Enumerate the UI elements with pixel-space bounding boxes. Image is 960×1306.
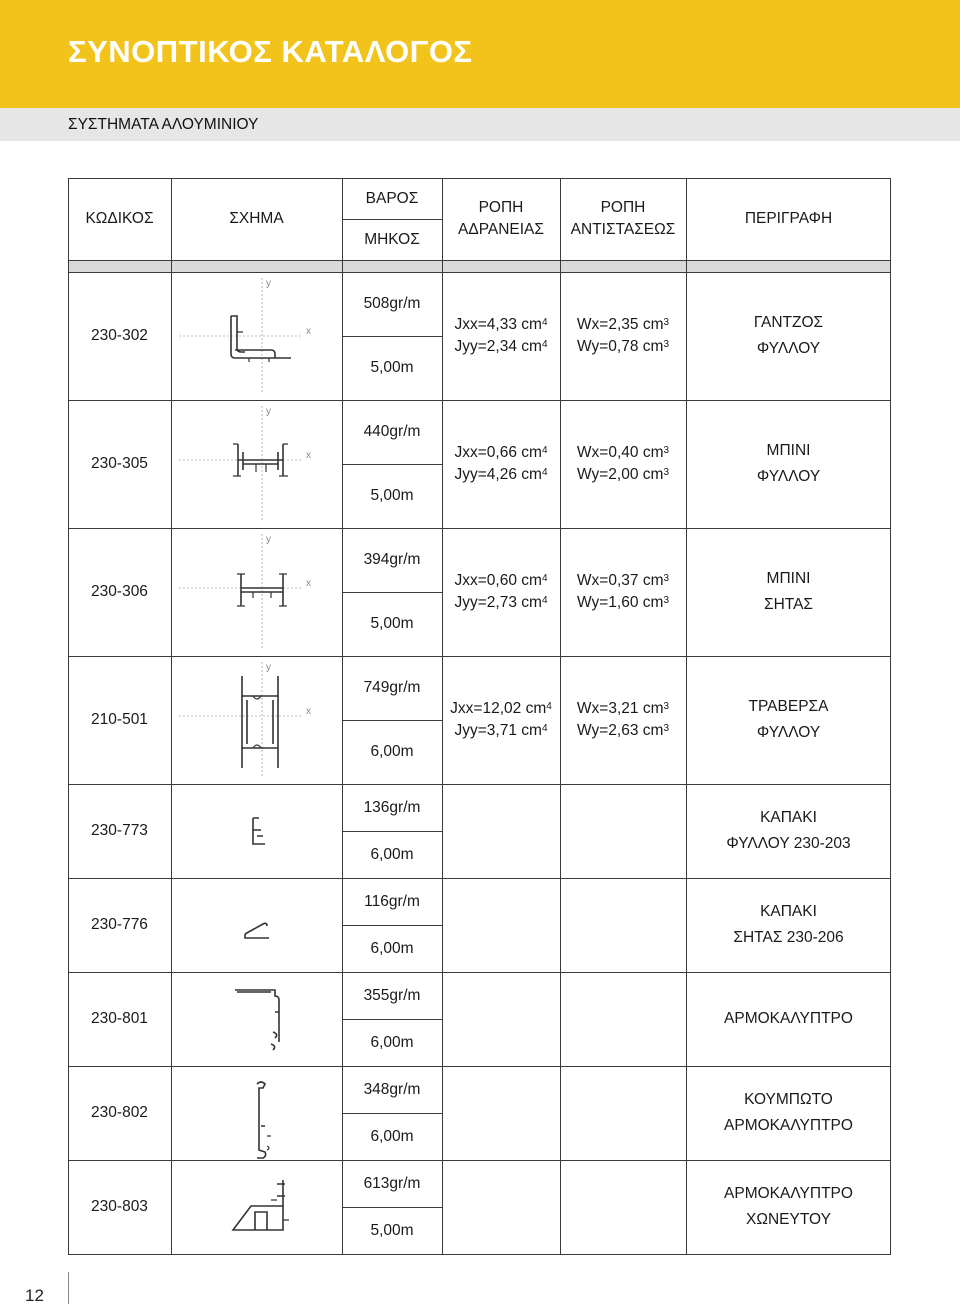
- unit-text: cm: [642, 572, 664, 589]
- row-code: [68, 784, 171, 878]
- length-value: 6,00m: [370, 1033, 414, 1051]
- value-text: Wx=0,37: [576, 572, 639, 589]
- description-line1: ΜΠΙΝΙ: [766, 442, 811, 459]
- profile-detail: [267, 1136, 271, 1150]
- row-inertia: [442, 400, 560, 528]
- text-line: [764, 566, 813, 592]
- weight-length-split: [342, 720, 442, 721]
- text-block: [749, 694, 829, 746]
- unit-text: cm: [642, 700, 664, 717]
- text-line: [571, 219, 676, 241]
- unit-text: cm: [642, 316, 664, 333]
- value-text: Jxx=12,02: [450, 700, 522, 717]
- unit-text: cm: [521, 594, 542, 611]
- description-line1: ΚΑΠΑΚΙ: [760, 903, 817, 920]
- row-description: [686, 878, 891, 972]
- unit-text: cm: [521, 722, 542, 739]
- text-line: [571, 197, 676, 219]
- exponent: 3: [663, 317, 670, 328]
- profile-230-305-icon: [171, 400, 342, 528]
- row-weight: [342, 400, 442, 464]
- exponent: 4: [541, 573, 548, 584]
- page-title: ΣΥΝΟΠΤΙΚΟΣ ΚΑΤΑΛΟΓΟΣ: [68, 34, 473, 69]
- row-length: [342, 592, 442, 656]
- row-length: [342, 464, 442, 528]
- exponent: 4: [541, 339, 548, 350]
- profile-230-776-icon: [171, 878, 342, 972]
- product-code: 230-802: [91, 1104, 148, 1121]
- value-text: Jyy=2,34: [454, 338, 517, 355]
- text-block: [577, 698, 669, 742]
- profile-230-306-icon: [171, 528, 342, 656]
- row-length: [342, 1207, 442, 1254]
- value-text: Wx=3,21: [576, 700, 639, 717]
- text-line: [454, 336, 547, 358]
- row-code: [68, 528, 171, 656]
- text-block: [454, 314, 547, 358]
- unit-text: cm: [642, 722, 664, 739]
- unit-text: cm: [642, 338, 664, 355]
- value-text: Wx=0,40: [576, 444, 639, 461]
- value-text: Jyy=2,73: [454, 594, 517, 611]
- length-value: 6,00m: [370, 1127, 414, 1145]
- text-block: [454, 570, 547, 614]
- length-value: 5,00m: [370, 1221, 414, 1239]
- row-inertia: [442, 528, 560, 656]
- weight-length-split: [342, 592, 442, 593]
- x-axis-label: x: [306, 578, 311, 589]
- value-text: Jxx=0,60: [454, 572, 517, 589]
- header-resistance-line1: ΡΟΠΗ: [600, 199, 646, 216]
- weight-value: 508gr/m: [363, 295, 421, 312]
- description-line2: ΦΥΛΛΟΥ 230-203: [726, 835, 851, 852]
- section-band: [0, 108, 960, 141]
- description-line1: ΜΠΙΝΙ: [766, 570, 811, 587]
- exponent: 3: [663, 445, 670, 456]
- unit-text: cm: [642, 444, 664, 461]
- text-block: [757, 438, 820, 490]
- profile-230-302-icon: [171, 272, 342, 400]
- header-inertia-line1: ΡΟΠΗ: [478, 199, 524, 216]
- description-line1: ΑΡΜΟΚΑΛΥΠΤΡΟ: [724, 1185, 853, 1202]
- unit-text: cm: [521, 316, 542, 333]
- row-description: [686, 972, 891, 1066]
- row-shape: [171, 1066, 342, 1160]
- row-resistance: [560, 400, 686, 528]
- text-line: [764, 592, 813, 618]
- text-line: [450, 698, 552, 720]
- description-line1: ΚΑΠΑΚΙ: [760, 809, 817, 826]
- text-block: [724, 1181, 853, 1233]
- text-line: [577, 720, 669, 742]
- y-axis-label: y: [266, 278, 271, 289]
- description-line2: ΣΗΤΑΣ 230-206: [733, 929, 844, 946]
- row-weight: [342, 528, 442, 592]
- text-line: [749, 720, 829, 746]
- description-line2: ΦΥΛΛΟΥ: [756, 340, 821, 357]
- row-weight: [342, 784, 442, 831]
- row-code: [68, 1160, 171, 1254]
- page-number: 12: [25, 1286, 44, 1305]
- row-weight: [342, 1066, 442, 1113]
- unit-text: cm: [521, 444, 542, 461]
- row-shape: [171, 656, 342, 784]
- row-shape: [171, 972, 342, 1066]
- text-line: [754, 336, 823, 362]
- description-line2: ΧΩΝΕΥΤΟΥ: [746, 1211, 831, 1228]
- text-block: [450, 698, 552, 742]
- row-resistance: [560, 656, 686, 784]
- weight-value: 613gr/m: [363, 1174, 421, 1192]
- text-line: [577, 570, 669, 592]
- text-block: [458, 197, 544, 241]
- profile-outline: [235, 990, 279, 1050]
- row-code: [68, 1066, 171, 1160]
- text-line: [577, 592, 669, 614]
- profile-230-773-icon: [171, 784, 342, 878]
- row-description: [686, 656, 891, 784]
- header-length: [342, 219, 442, 260]
- weight-length-split: [342, 1113, 442, 1114]
- header-resistance-line2: ΑΝΤΙΣΤΑΣΕΩΣ: [570, 221, 676, 238]
- row-weight: [342, 1160, 442, 1207]
- row-shape: [171, 784, 342, 878]
- row-code: [68, 972, 171, 1066]
- page-header-bar: [0, 0, 960, 108]
- row-length: [342, 925, 442, 972]
- header-resistance: [560, 178, 686, 260]
- value-text: Wx=2,35: [576, 316, 639, 333]
- profile-230-801-icon: [171, 972, 342, 1066]
- text-line: [733, 925, 843, 951]
- table-bottom-rule: [68, 1254, 891, 1255]
- text-line: [577, 464, 669, 486]
- length-value: 6,00m: [370, 939, 414, 957]
- profile-outline: [242, 676, 278, 768]
- product-code: 230-773: [91, 822, 148, 839]
- weight-value: 136gr/m: [363, 798, 421, 816]
- weight-length-split: [342, 831, 442, 832]
- exponent: 4: [541, 445, 548, 456]
- row-description: [686, 1160, 891, 1254]
- row-shape: [171, 1160, 342, 1254]
- weight-value: 348gr/m: [363, 1080, 421, 1098]
- weight-length-split: [342, 1207, 442, 1208]
- catalog-table: [68, 178, 891, 1254]
- text-block: [724, 1006, 853, 1032]
- text-line: [749, 694, 829, 720]
- text-block: [726, 805, 850, 857]
- text-line: [726, 831, 850, 857]
- header-description: [686, 178, 891, 260]
- text-block: [733, 899, 843, 951]
- product-code: 230-302: [91, 327, 148, 344]
- profile-230-802-icon: [171, 1066, 342, 1160]
- text-line: [726, 805, 850, 831]
- profile-230-803-icon: [171, 1160, 342, 1254]
- row-shape: [171, 528, 342, 656]
- unit-text: cm: [642, 466, 664, 483]
- exponent: 3: [663, 701, 670, 712]
- profile-outline: [231, 316, 291, 358]
- description-line1: ΓΑΝΤΖΟΣ: [753, 314, 824, 331]
- profile-detail: [271, 1200, 289, 1220]
- weight-length-split: [342, 1019, 442, 1020]
- header-description-label: ΠΕΡΙΓΡΑΦΗ: [744, 210, 833, 227]
- header-weight: [342, 178, 442, 219]
- description-line1: ΤΡΑΒΕΡΣΑ: [748, 698, 829, 715]
- text-line: [577, 314, 669, 336]
- row-inertia: [442, 272, 560, 400]
- header-length-label: ΜΗΚΟΣ: [364, 230, 420, 248]
- text-line: [724, 1113, 853, 1139]
- weight-length-split: [342, 464, 442, 465]
- text-line: [724, 1087, 853, 1113]
- length-value: 5,00m: [370, 359, 414, 376]
- value-text: Jyy=4,26: [454, 466, 517, 483]
- value-text: Jxx=0,66: [454, 444, 517, 461]
- row-shape: [171, 878, 342, 972]
- text-line: [724, 1181, 853, 1207]
- header-code-label: ΚΩΔΙΚΟΣ: [85, 210, 154, 227]
- product-code: 230-305: [91, 455, 148, 472]
- header-gap-band: [68, 260, 891, 272]
- row-length: [342, 336, 442, 400]
- unit-text: cm: [521, 338, 542, 355]
- length-value: 6,00m: [370, 743, 414, 760]
- row-resistance: [560, 528, 686, 656]
- exponent: 3: [663, 723, 669, 734]
- description-line1: ΚΟΥΜΠΩΤΟ: [744, 1091, 833, 1108]
- y-axis-label: y: [266, 406, 271, 417]
- weight-length-split: [342, 925, 442, 926]
- row-description: [686, 528, 891, 656]
- text-block: [571, 197, 676, 241]
- length-value: 5,00m: [370, 615, 414, 632]
- product-code: 230-803: [91, 1198, 148, 1215]
- exponent: 3: [663, 595, 669, 606]
- exponent: 3: [663, 339, 669, 350]
- header-code: [68, 178, 171, 260]
- row-description: [686, 784, 891, 878]
- text-line: [577, 442, 669, 464]
- row-weight: [342, 272, 442, 336]
- x-axis-label: x: [306, 326, 311, 337]
- text-line: [577, 336, 669, 358]
- profile-outline: [245, 923, 269, 938]
- header-inertia: [442, 178, 560, 260]
- profile-210-501-icon: [171, 656, 342, 784]
- unit-text: cm: [521, 572, 542, 589]
- text-line: [458, 197, 544, 219]
- description-line2: ΣΗΤΑΣ: [763, 596, 813, 613]
- weight-value: 394gr/m: [363, 551, 421, 568]
- header-split-rule: [342, 219, 442, 220]
- row-length: [342, 1019, 442, 1066]
- header-bottom-rule: [68, 260, 891, 261]
- row-description: [686, 272, 891, 400]
- text-block: [577, 442, 669, 486]
- row-weight: [342, 972, 442, 1019]
- profile-outline: [233, 1180, 285, 1230]
- text-block: [724, 1087, 853, 1139]
- product-code: 230-306: [91, 583, 148, 600]
- exponent: 4: [546, 701, 552, 712]
- length-value: 5,00m: [370, 487, 414, 504]
- y-axis-label: y: [266, 662, 271, 673]
- text-line: [454, 592, 547, 614]
- row-shape: [171, 400, 342, 528]
- row-code: [68, 400, 171, 528]
- weight-value: 355gr/m: [363, 986, 421, 1004]
- text-block: [454, 442, 547, 486]
- text-line: [733, 899, 843, 925]
- page-divider: [68, 1272, 69, 1304]
- header-inertia-line2: ΑΔΡΑΝΕΙΑΣ: [458, 221, 544, 238]
- weight-value: 116gr/m: [364, 892, 420, 910]
- header-shape-label: ΣΧΗΜΑ: [229, 210, 284, 227]
- profile-detail: [253, 696, 261, 748]
- weight-value: 749gr/m: [363, 679, 421, 696]
- text-line: [757, 438, 820, 464]
- x-axis-label: x: [306, 706, 311, 717]
- description-line1: ΑΡΜΟΚΑΛΥΠΤΡΟ: [724, 1010, 853, 1027]
- text-line: [724, 1207, 853, 1233]
- exponent: 3: [663, 467, 669, 478]
- x-axis-label: x: [306, 450, 311, 461]
- text-line: [450, 720, 552, 742]
- description-line2: ΦΥΛΛΟΥ: [756, 724, 821, 741]
- y-axis-label: y: [266, 534, 271, 545]
- value-text: Jxx=4,33: [454, 316, 517, 333]
- text-line: [577, 698, 669, 720]
- header-shape: [171, 178, 342, 260]
- row-length: [342, 1113, 442, 1160]
- text-line: [724, 1006, 853, 1032]
- value-text: Jyy=3,71: [454, 722, 517, 739]
- value-text: Wy=2,63: [576, 722, 639, 739]
- exponent: 4: [541, 595, 548, 606]
- row-weight: [342, 656, 442, 720]
- row-weight: [342, 878, 442, 925]
- value-text: Wy=1,60: [576, 594, 639, 611]
- row-description: [686, 1066, 891, 1160]
- text-block: [577, 314, 669, 358]
- weight-length-split: [342, 336, 442, 337]
- text-line: [754, 310, 823, 336]
- product-code: 210-501: [91, 711, 148, 728]
- exponent: 4: [541, 723, 548, 734]
- text-line: [454, 442, 547, 464]
- profile-outline: [253, 818, 265, 844]
- row-length: [342, 720, 442, 784]
- row-shape: [171, 272, 342, 400]
- text-line: [454, 464, 547, 486]
- exponent: 4: [541, 467, 548, 478]
- profile-outline: [238, 444, 283, 476]
- exponent: 3: [663, 573, 670, 584]
- product-code: 230-776: [91, 916, 148, 933]
- row-length: [342, 831, 442, 878]
- value-text: Wy=0,78: [576, 338, 639, 355]
- text-block: [577, 570, 669, 614]
- row-resistance: [560, 272, 686, 400]
- row-description: [686, 400, 891, 528]
- profile-outline: [257, 1082, 266, 1158]
- description-line2: ΑΡΜΟΚΑΛΥΠΤΡΟ: [724, 1117, 853, 1134]
- row-inertia: [442, 656, 560, 784]
- row-code: [68, 656, 171, 784]
- text-block: [764, 566, 813, 618]
- length-value: 6,00m: [370, 845, 414, 863]
- weight-value: 440gr/m: [363, 423, 421, 440]
- unit-text: cm: [642, 594, 664, 611]
- row-code: [68, 878, 171, 972]
- row-code: [68, 272, 171, 400]
- text-line: [454, 314, 547, 336]
- product-code: 230-801: [91, 1010, 148, 1027]
- text-line: [454, 570, 547, 592]
- text-block: [754, 310, 823, 362]
- unit-text: cm: [525, 700, 547, 717]
- header-weight-label: ΒΑΡΟΣ: [365, 189, 419, 207]
- exponent: 4: [541, 317, 548, 328]
- description-line2: ΦΥΛΛΟΥ: [756, 468, 821, 485]
- value-text: Wy=2,00: [576, 466, 639, 483]
- unit-text: cm: [521, 466, 542, 483]
- text-line: [757, 464, 820, 490]
- section-subtitle: ΣΥΣΤΗΜΑΤΑ ΑΛΟΥΜΙΝΙΟΥ: [68, 116, 259, 133]
- text-line: [458, 219, 544, 241]
